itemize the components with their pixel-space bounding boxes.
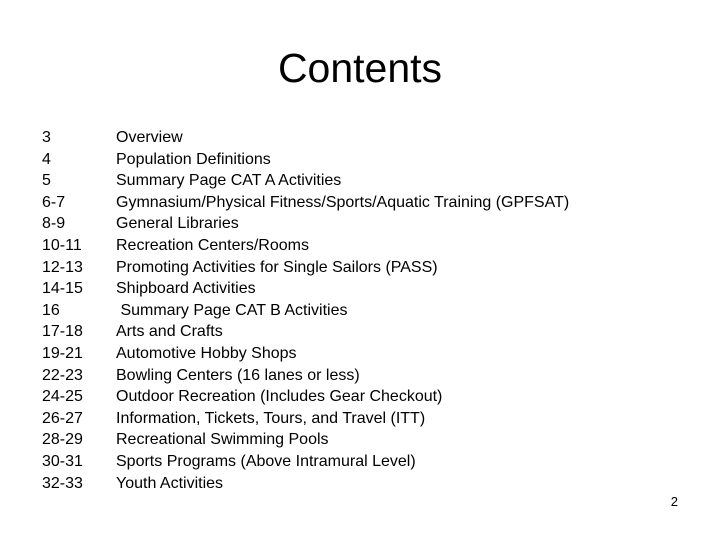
section-title: General Libraries <box>116 215 239 233</box>
section-title: Outdoor Recreation (Includes Gear Checkout) <box>116 388 443 406</box>
section-title: Summary Page CAT A Activities <box>116 172 342 190</box>
section-title: Automotive Hobby Shops <box>116 344 297 362</box>
section-title: Overview <box>116 129 183 146</box>
section-title: Information, Tickets, Tours, and Travel (ITT) <box>116 409 426 427</box>
contents-row <box>42 170 682 192</box>
page-range: 22-23 <box>42 366 83 384</box>
slide-number: 2 <box>670 494 678 509</box>
page-range: 14-15 <box>42 280 83 298</box>
page-range: 5 <box>42 172 51 190</box>
page-range: 32-33 <box>42 474 83 492</box>
contents-row <box>42 278 682 300</box>
page-range: 26-27 <box>42 409 83 427</box>
section-title: Youth Activities <box>116 474 224 492</box>
page-range: 4 <box>42 150 51 168</box>
contents-row <box>42 192 682 214</box>
section-title: Summary Page CAT B Activities <box>116 301 348 319</box>
page-range: 24-25 <box>42 388 83 406</box>
contents-row <box>42 365 682 387</box>
page-range: 30-31 <box>42 452 83 470</box>
section-title: Recreation Centers/Rooms <box>116 236 309 254</box>
section-title: Promoting Activities for Single Sailors (PASS) <box>116 258 438 276</box>
section-title: Arts and Crafts <box>116 323 223 341</box>
contents-row <box>42 321 682 343</box>
page-range: 8-9 <box>42 215 66 233</box>
page-range: 16 <box>42 301 60 319</box>
page-range: 19-21 <box>42 344 83 362</box>
contents-row <box>42 343 682 365</box>
section-title: Population Definitions <box>116 150 271 168</box>
section-title: Gymnasium/Physical Fitness/Sports/Aquatic Training (GPFSAT) <box>116 193 570 211</box>
page-range: 6-7 <box>42 193 66 211</box>
contents-row <box>42 127 682 149</box>
section-title: Sports Programs (Above Intramural Level) <box>116 452 416 470</box>
contents-row <box>42 408 682 430</box>
page-range: 10-11 <box>42 236 82 254</box>
contents-row <box>42 149 682 171</box>
contents-row <box>42 473 682 495</box>
contents-row <box>42 257 682 279</box>
contents-row <box>42 213 682 235</box>
page-range: 28-29 <box>42 431 83 449</box>
contents-row <box>42 300 682 322</box>
page-range: 3 <box>42 129 51 146</box>
section-title: Bowling Centers (16 lanes or less) <box>116 366 360 384</box>
contents-row <box>42 386 682 408</box>
slide-title: Contents <box>277 45 443 91</box>
section-title: Shipboard Activities <box>116 280 256 298</box>
page-range: 17-18 <box>42 323 83 341</box>
section-title: Recreational Swimming Pools <box>116 431 329 449</box>
contents-table <box>42 127 682 494</box>
contents-row <box>42 235 682 257</box>
contents-row <box>42 451 682 473</box>
contents-row <box>42 429 682 451</box>
page-range: 12-13 <box>42 258 83 276</box>
